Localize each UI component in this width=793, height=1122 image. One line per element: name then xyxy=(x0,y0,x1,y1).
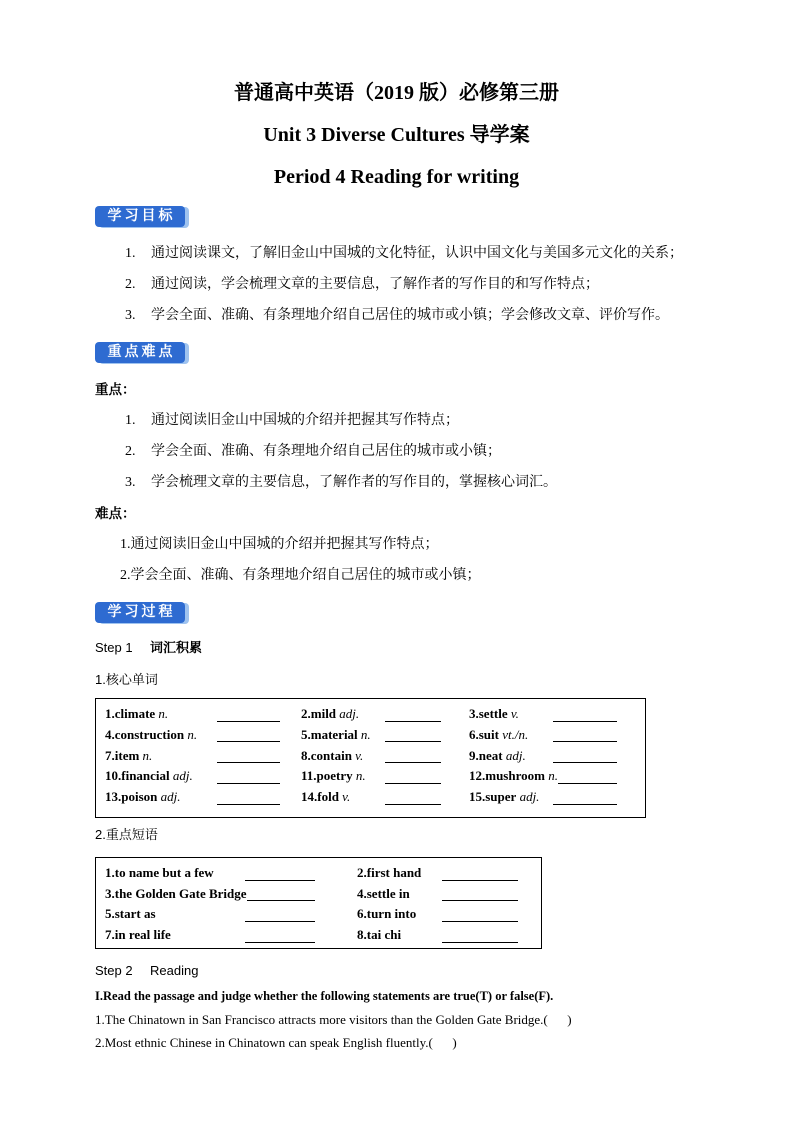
focus-list xyxy=(0,411,793,504)
phrase-item xyxy=(105,925,357,946)
period-title: Period 4 Reading for writing xyxy=(273,166,520,188)
part-of-speech: n. xyxy=(360,726,371,742)
core-words-table xyxy=(95,698,646,818)
part-of-speech: n. xyxy=(158,706,169,721)
phrase-text: 6.turn into xyxy=(357,906,417,922)
answer-blank xyxy=(247,884,315,902)
part-of-speech: adj. xyxy=(505,747,526,763)
word-item xyxy=(301,725,469,746)
item-text: 学会全面、准确、有条理地介绍自己居住的城市或小镇； xyxy=(151,444,501,459)
answer-blank xyxy=(385,787,441,805)
document-title: 普通高中英语（2019 版）必修第三册 xyxy=(234,82,559,104)
heading-text: 核心单词 xyxy=(105,672,158,687)
answer-blank xyxy=(442,925,518,943)
difficulty-item: 2.学会全面、准确、有条理地介绍自己居住的城市或小镇； xyxy=(120,568,481,583)
section-badge-process: 学习过程 xyxy=(95,602,185,623)
item-number: 1. xyxy=(125,246,136,261)
word-entry xyxy=(301,704,359,725)
answer-blank xyxy=(217,766,280,784)
answer-blank xyxy=(385,704,441,722)
phrase-item xyxy=(357,884,541,905)
part-of-speech: adj. xyxy=(339,706,360,721)
part-of-speech: n. xyxy=(355,768,366,784)
word-text: 2.mild xyxy=(301,706,337,721)
phrase-text: 3.the Golden Gate Bridge xyxy=(105,885,247,901)
focus-item xyxy=(0,442,793,473)
core-words-heading xyxy=(95,670,158,690)
true-false-instruction: I.Read the passage and judge whether the following statements are true(T) or false(F). xyxy=(95,989,554,1003)
statement-item: 1.The Chinatown in San Francisco attracts more visitors than the Golden Gate Bridge.( ) xyxy=(95,1012,572,1027)
step-2-heading xyxy=(95,961,495,981)
phrase-item xyxy=(357,925,541,946)
word-entry xyxy=(105,746,152,767)
focus-item xyxy=(0,411,793,442)
word-text: 9.neat xyxy=(469,747,503,763)
word-entry xyxy=(105,766,193,787)
word-entry xyxy=(105,704,168,725)
answer-blank xyxy=(442,904,518,922)
answer-blank xyxy=(245,904,315,922)
word-text: 6.suit xyxy=(469,726,499,742)
word-entry xyxy=(469,787,539,808)
step-title: Reading xyxy=(150,963,199,978)
phrase-text: 1.to name but a few xyxy=(105,865,214,880)
word-item xyxy=(469,766,637,787)
phrase-text: 5.start as xyxy=(105,906,156,922)
word-item xyxy=(105,725,301,746)
phrase-item xyxy=(105,904,357,925)
answer-blank xyxy=(217,704,280,722)
part-of-speech: n. xyxy=(142,747,153,763)
word-entry xyxy=(301,766,366,787)
word-text: 13.poison xyxy=(105,789,158,804)
word-entry xyxy=(301,746,363,767)
item-text: 学会全面、准确、有条理地介绍自己居住的城市或小镇；学会修改文章、评价写作。 xyxy=(151,308,669,323)
item-text: 通过阅读，学会梳理文章的主要信息，了解作者的写作目的和写作特点； xyxy=(151,277,599,292)
answer-blank xyxy=(385,746,441,764)
word-item xyxy=(469,746,637,767)
answer-blank xyxy=(558,766,617,784)
phrase-item xyxy=(105,884,357,905)
item-number: 3. xyxy=(125,475,136,490)
phrase-text: 8.tai chi xyxy=(357,927,402,943)
item-text: 通过阅读课文，了解旧金山中国城的文化特征，认识中国文化与美国多元文化的关系； xyxy=(151,246,683,261)
word-text: 5.material xyxy=(301,726,358,742)
part-of-speech: v. xyxy=(342,789,351,804)
word-item xyxy=(105,746,301,767)
word-text: 1.climate xyxy=(105,706,156,721)
part-of-speech: n. xyxy=(548,768,558,784)
word-entry xyxy=(105,787,181,808)
word-item xyxy=(105,704,301,725)
phrase-item xyxy=(357,904,541,925)
unit-title: Unit 3 Diverse Cultures 导学案 xyxy=(263,124,530,146)
word-item xyxy=(301,787,469,808)
part-of-speech: n. xyxy=(187,726,198,742)
word-entry xyxy=(105,725,197,746)
item-number: 2. xyxy=(125,277,136,292)
section-badge-objectives: 学习目标 xyxy=(95,206,185,227)
objective-item xyxy=(0,275,793,306)
word-entry xyxy=(301,787,350,808)
word-entry xyxy=(469,766,558,787)
statement-item: 2.Most ethnic Chinese in Chinatown can speak English fluently.( ) xyxy=(95,1035,457,1050)
word-item xyxy=(105,787,301,808)
focus-item xyxy=(0,473,793,504)
objective-item xyxy=(0,306,793,337)
phrase-item xyxy=(357,863,541,884)
word-entry xyxy=(301,725,371,746)
item-number: 1. xyxy=(125,413,136,428)
part-of-speech: adj. xyxy=(519,789,540,804)
heading-text: 重点短语 xyxy=(105,827,158,842)
section-badge-key-points: 重点难点 xyxy=(95,342,185,363)
answer-blank xyxy=(442,863,518,881)
part-of-speech: adj. xyxy=(172,768,193,784)
word-text: 4.construction xyxy=(105,726,185,742)
answer-blank xyxy=(385,725,441,743)
phrase-text: 7.in real life xyxy=(105,927,171,943)
word-entry xyxy=(469,704,519,725)
heading-number: 2. xyxy=(95,827,106,842)
word-text: 11.poetry xyxy=(301,768,353,784)
word-item xyxy=(469,725,637,746)
word-item xyxy=(469,704,637,725)
key-phrases-heading xyxy=(95,825,158,845)
answer-blank xyxy=(385,766,441,784)
answer-blank xyxy=(245,925,315,943)
word-text: 12.mushroom xyxy=(469,768,545,784)
answer-blank xyxy=(245,863,315,881)
heading-number: 1. xyxy=(95,672,106,687)
word-entry xyxy=(469,725,528,746)
word-item xyxy=(105,766,301,787)
difficulty-list xyxy=(120,535,481,597)
phrase-item xyxy=(105,863,357,884)
word-text: 15.super xyxy=(469,789,517,804)
item-number: 3. xyxy=(125,308,136,323)
word-item xyxy=(301,766,469,787)
part-of-speech: adj. xyxy=(160,789,181,804)
key-phrases-table xyxy=(95,857,542,949)
objectives-list xyxy=(0,244,793,337)
word-item xyxy=(301,704,469,725)
part-of-speech: v. xyxy=(510,706,519,721)
step-1-heading xyxy=(95,638,495,658)
answer-blank xyxy=(217,725,280,743)
word-text: 10.financial xyxy=(105,768,170,784)
answer-blank xyxy=(553,787,617,805)
step-label: Step 2 xyxy=(95,963,133,978)
part-of-speech: vt./n. xyxy=(502,726,529,742)
word-text: 7.item xyxy=(105,747,140,763)
difficulty-label: 难点： xyxy=(95,506,136,521)
phrase-text: 4.settle in xyxy=(357,885,410,901)
item-text: 学会梳理文章的主要信息，了解作者的写作目的，掌握核心词汇。 xyxy=(151,475,557,490)
item-text: 通过阅读旧金山中国城的介绍并把握其写作特点； xyxy=(151,413,459,428)
phrase-text: 2.first hand xyxy=(357,865,422,880)
part-of-speech: v. xyxy=(355,747,364,763)
word-text: 8.contain xyxy=(301,747,352,763)
answer-blank xyxy=(217,746,280,764)
word-item xyxy=(469,787,637,808)
word-item xyxy=(301,746,469,767)
answer-blank xyxy=(553,746,617,764)
item-number: 2. xyxy=(125,444,136,459)
answer-blank xyxy=(553,725,617,743)
answer-blank xyxy=(442,884,518,902)
word-text: 14.fold xyxy=(301,789,339,804)
word-text: 3.settle xyxy=(469,706,508,721)
difficulty-item: 1.通过阅读旧金山中国城的介绍并把握其写作特点； xyxy=(120,537,439,552)
step-label: Step 1 xyxy=(95,640,133,655)
answer-blank xyxy=(553,704,617,722)
focus-label: 重点： xyxy=(95,382,136,397)
objective-item xyxy=(0,244,793,275)
word-entry xyxy=(469,746,526,767)
step-title: 词汇积累 xyxy=(150,640,203,655)
answer-blank xyxy=(217,787,280,805)
